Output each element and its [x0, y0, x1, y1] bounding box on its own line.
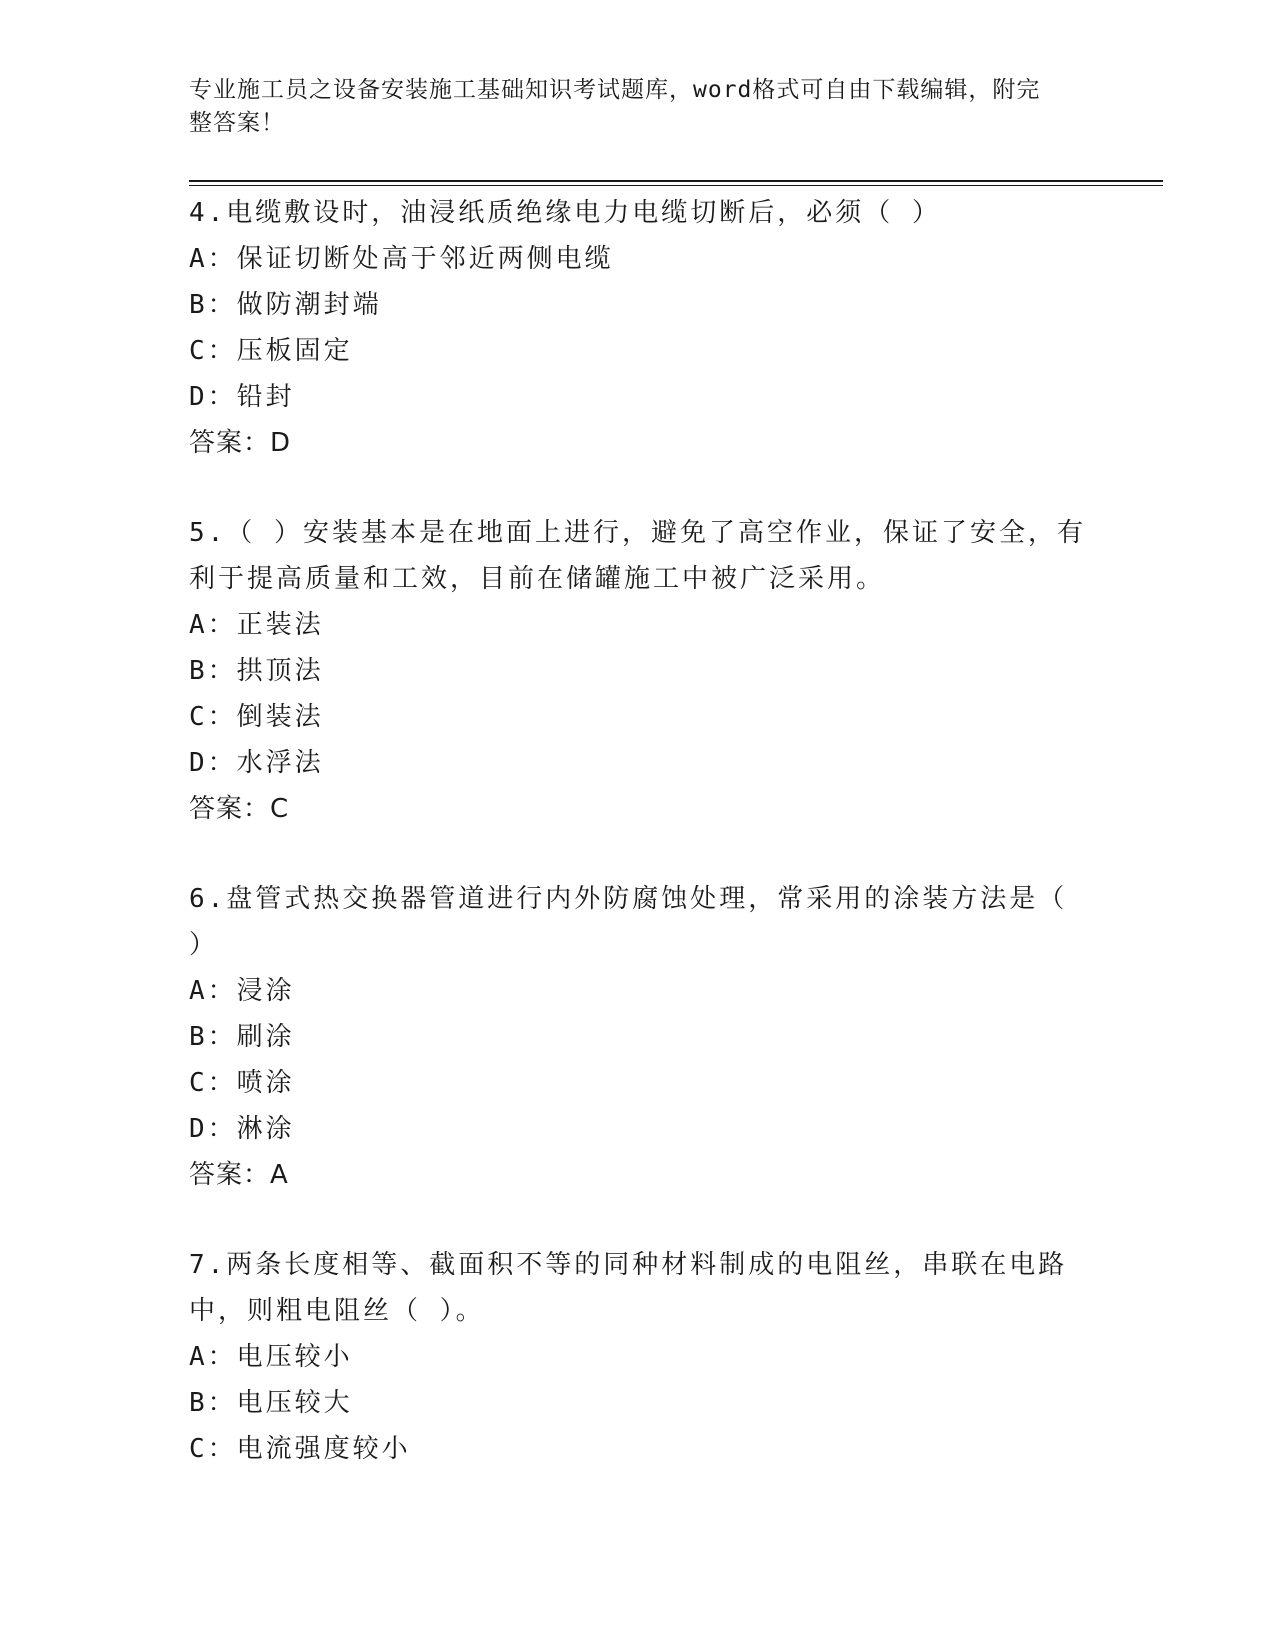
answer: 答案：D: [189, 428, 292, 458]
option-d: D：水浮法: [189, 748, 324, 778]
option-c: C：电流强度较小: [189, 1434, 411, 1464]
answer: 答案：A: [189, 1160, 289, 1190]
question-stem-continued: 利于提高质量和工效，目前在储罐施工中被广泛采用。: [189, 564, 886, 594]
option-a: A：保证切断处高于邻近两侧电缆: [189, 244, 614, 274]
option-b: B：拱顶法: [189, 656, 324, 686]
question-stem: 5.（ ）安装基本是在地面上进行，避免了高空作业，保证了安全，有: [189, 518, 1086, 548]
question-stem: 6.盘管式热交换器管道进行内外防腐蚀处理，常采用的涂装方法是（: [189, 884, 1068, 914]
option-b: B：电压较大: [189, 1388, 353, 1418]
option-c: C：压板固定: [189, 336, 353, 366]
option-b: B：做防潮封端: [189, 290, 382, 320]
option-d: D：铅封: [189, 382, 295, 412]
option-c: C：喷涂: [189, 1068, 295, 1098]
answer: 答案：C: [189, 794, 290, 824]
option-c: C：倒装法: [189, 702, 324, 732]
option-a: A：浸涂: [189, 976, 295, 1006]
question-5: [189, 510, 1089, 832]
header-divider-thin: [189, 185, 1163, 186]
option-a: A：电压较小: [189, 1342, 353, 1372]
question-stem: 4.电缆敷设时，油浸纸质绝缘电力电缆切断后，必须（ ）: [189, 198, 941, 228]
question-stem-continued: 中，则粗电阻丝（ ）。: [189, 1296, 485, 1326]
question-list: [189, 190, 1089, 1516]
question-stem: 7.两条长度相等、截面积不等的同种材料制成的电阻丝，串联在电路: [189, 1250, 1068, 1280]
header-title-line-2: 整答案！: [189, 110, 285, 136]
option-b: B：刷涂: [189, 1022, 295, 1052]
option-d: D：淋涂: [189, 1114, 295, 1144]
question-stem-continued: ）: [189, 930, 219, 960]
header-title-line-1: 专业施工员之设备安装施工基础知识考试题库，word格式可自由下载编辑，附完: [189, 77, 1041, 103]
option-a: A：正装法: [189, 610, 324, 640]
document-header: [189, 74, 1089, 140]
header-divider-thick: [189, 180, 1163, 182]
question-7: [189, 1242, 1089, 1472]
question-4: [189, 190, 1089, 466]
question-6: [189, 876, 1089, 1198]
